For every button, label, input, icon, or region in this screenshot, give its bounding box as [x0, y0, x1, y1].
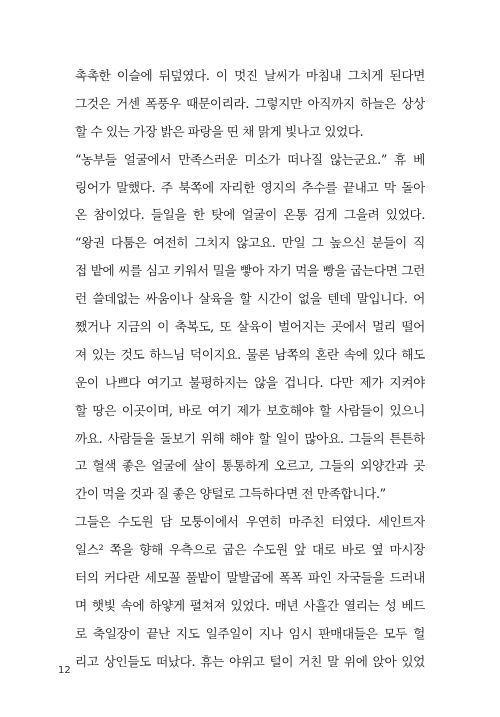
- text-line: “왕권 다툼은 여전히 그치지 않고요. 만일 그 높으신 분들이 직: [75, 235, 425, 251]
- text-line: 촉촉한 이슬에 뒤덮였다. 이 멋진 날씨가 마침내 그치게 된다면: [75, 68, 425, 83]
- text-line: 운이 나쁘다 여기고 불평하지는 않을 겁니다. 다만 제가 지켜야: [75, 374, 425, 390]
- body-text: [75, 62, 425, 676]
- text-line: 간이 먹을 것과 질 좋은 양털로 그득하다면 전 만족합니다.”: [75, 486, 386, 502]
- text-line: 리고 상인들도 떠났다. 휴는 야위고 털이 거친 말 위에 앉아 있었: [75, 653, 425, 669]
- text-line: 런 쓸데없는 싸움이나 살육을 할 시간이 없을 텐데 말입니다. 어: [75, 291, 425, 307]
- text-line: 터의 커다란 세모꼴 풀밭이 말발굽에 폭폭 파인 자국들을 드러내: [75, 570, 425, 586]
- text-line: 온 참이었다. 들일을 한 탓에 얼굴이 온통 검게 그을려 있었다.: [75, 207, 425, 223]
- text-line: 로 축일장이 끝난 지도 일주일이 지나 임시 판매대들은 모두 헐: [75, 625, 425, 641]
- text-line: 접 밭에 씨를 심고 키워서 밀을 빻아 자기 먹을 빵을 굽는다면 그런: [75, 263, 425, 279]
- text-line: 쨌거나 지금의 이 축복도, 또 살육이 벌어지는 곳에서 멀리 떨어: [75, 319, 425, 335]
- page-number: 12: [58, 665, 71, 676]
- text-line: “농부들 얼굴에서 만족스러운 미소가 떠나질 않는군요.” 휴 베: [75, 151, 425, 167]
- text-line: 며 햇빛 속에 하얗게 펼쳐져 있었다. 매년 사흘간 열리는 성 베드: [75, 597, 425, 613]
- text-line: 링어가 말했다. 주 북쪽에 자리한 영지의 추수를 끝내고 막 돌아: [75, 179, 425, 195]
- text-line: 져 있는 것도 하느님 덕이지요. 물론 남쪽의 혼란 속에 있다 해도: [75, 346, 425, 362]
- text-line: 일스² 쪽을 향해 우측으로 굽은 수도원 앞 대로 바로 옆 마시장: [75, 542, 425, 558]
- text-line: 그것은 거센 폭풍우 때문이리라. 그렇지만 아직까지 하늘은 상상: [75, 95, 425, 111]
- text-line: 고 혈색 좋은 얼굴에 살이 통통하게 오르고, 그들의 외양간과 곳: [75, 458, 425, 474]
- text-line: 할 수 있는 가장 밝은 파랑을 띤 채 맑게 빛나고 있었다.: [75, 123, 364, 139]
- text-line: 까요. 사람들을 돌보기 위해 해야 할 일이 많아요. 그들의 튼튼하: [75, 430, 425, 446]
- text-line: 할 땅은 이곳이며, 바로 여기 제가 보호해야 할 사람들이 있으니: [75, 402, 425, 418]
- text-line: 그들은 수도원 담 모퉁이에서 우연히 마주친 터였다. 세인트자: [75, 514, 425, 530]
